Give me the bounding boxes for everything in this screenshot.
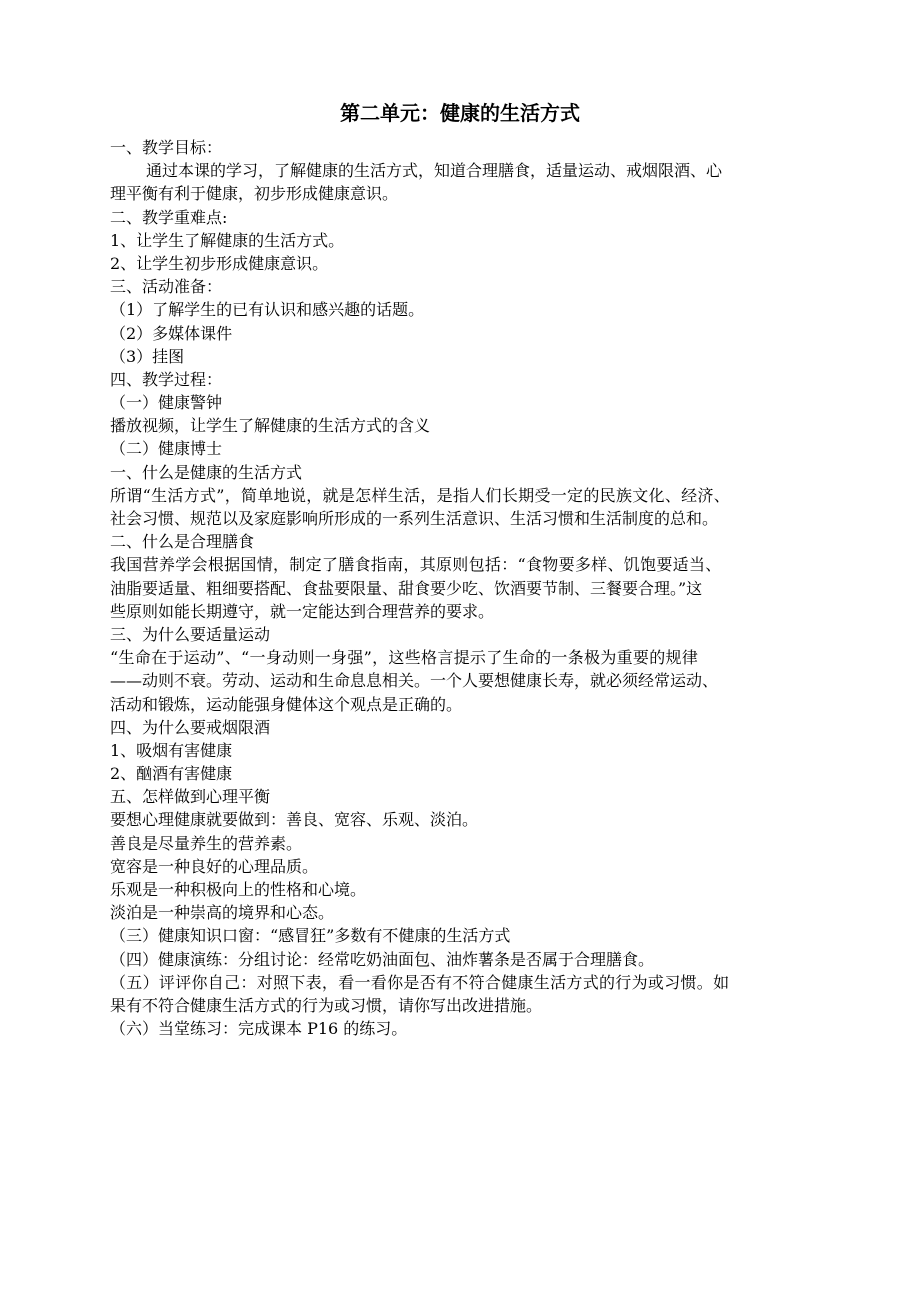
section-heading-objectives: 一、教学目标：: [110, 138, 223, 157]
list-item: （1）了解学生的已有认识和感兴趣的话题。: [110, 300, 425, 320]
document-title: 第二单元：健康的生活方式: [340, 101, 580, 125]
list-item: （3）挂图: [110, 346, 185, 366]
topic-heading: 五、怎样做到心理平衡: [110, 787, 271, 807]
topic-heading: 二、什么是合理膳食: [110, 532, 255, 552]
subsection-heading: （三）健康知识口窗：“感冒狂”多数有不健康的生活方式: [110, 926, 511, 946]
paragraph-line: 淡泊是一种崇高的境界和心态。: [110, 903, 335, 923]
paragraph-line: ——动则不衰。劳动、运动和生命息息相关。一个人要想健康长寿，就必须经常运动、: [110, 671, 719, 691]
paragraph-line: 理平衡有利于健康，初步形成健康意识。: [110, 184, 399, 204]
topic-heading: 三、为什么要适量运动: [110, 624, 271, 644]
paragraph-line: “生命在于运动”、“一身动则一身强”，这些格言提示了生命的一条极为重要的规律: [110, 648, 699, 668]
section-heading-process: 四、教学过程：: [110, 369, 223, 389]
subsection-heading: （二）健康博士: [110, 439, 223, 459]
section-heading-preparation: 三、活动准备：: [110, 277, 223, 297]
document-page: [110, 98, 810, 1040]
list-item: 1、让学生了解健康的生活方式。: [110, 230, 345, 250]
list-item: 2、让学生初步形成健康意识。: [110, 253, 329, 273]
paragraph-line: 我国营养学会根据国情，制定了膳食指南，其原则包括：“食物要多样、饥饱要适当、: [110, 555, 722, 575]
paragraph-line: 播放视频，让学生了解健康的生活方式的含义: [110, 416, 431, 436]
paragraph-line: 通过本课的学习，了解健康的生活方式，知道合理膳食，适量运动、戒烟限酒、心: [146, 161, 723, 181]
paragraph-line: 善良是尽量养生的营养素。: [110, 833, 303, 853]
paragraph-line: 要想心理健康就要做到：善良、宽容、乐观、淡泊。: [110, 810, 479, 830]
paragraph-line: 些原则如能长期遵守，就一定能达到合理营养的要求。: [110, 601, 495, 621]
topic-heading: 四、为什么要戒烟限酒: [110, 717, 271, 737]
paragraph-line: 所谓“生活方式”，简单地说，就是怎样生活，是指人们长期受一定的民族文化、经济、: [110, 485, 731, 505]
paragraph-line: 社会习惯、规范以及家庭影响所形成的一系列生活意识、生活习惯和生活制度的总和。: [110, 509, 719, 528]
section-heading-key-points: 二、教学重难点:: [110, 207, 228, 227]
paragraph-line: 果有不符合健康生活方式的行为或习惯，请你写出改进措施。: [110, 995, 543, 1015]
paragraph-line: 乐观是一种积极向上的性格和心境。: [110, 880, 367, 899]
paragraph-line: 活动和锻炼，运动能强身健体这个观点是正确的。: [110, 694, 463, 714]
paragraph-line: 油脂要适量、粗细要搭配、食盐要限量、甜食要少吃、饮酒要节制、三餐要合理。”这: [110, 578, 703, 598]
subsection-heading: （五）评评你自己：对照下表，看一看你是否有不符合健康生活方式的行为或习惯。如: [110, 972, 730, 992]
subsection-heading: （一）健康警钟: [110, 393, 223, 413]
topic-heading: 一、什么是健康的生活方式: [110, 462, 303, 482]
list-item: 2、酗酒有害健康: [110, 764, 233, 784]
list-item: 1、吸烟有害健康: [110, 740, 233, 760]
paragraph-line: 宽容是一种良好的心理品质。: [110, 856, 319, 876]
subsection-heading: （四）健康演练：分组讨论：经常吃奶油面包、油炸薯条是否属于合理膳食。: [110, 949, 655, 969]
list-item: （2）多媒体课件: [110, 323, 233, 343]
subsection-heading: （六）当堂练习：完成课本 P16 的练习。: [110, 1019, 408, 1039]
